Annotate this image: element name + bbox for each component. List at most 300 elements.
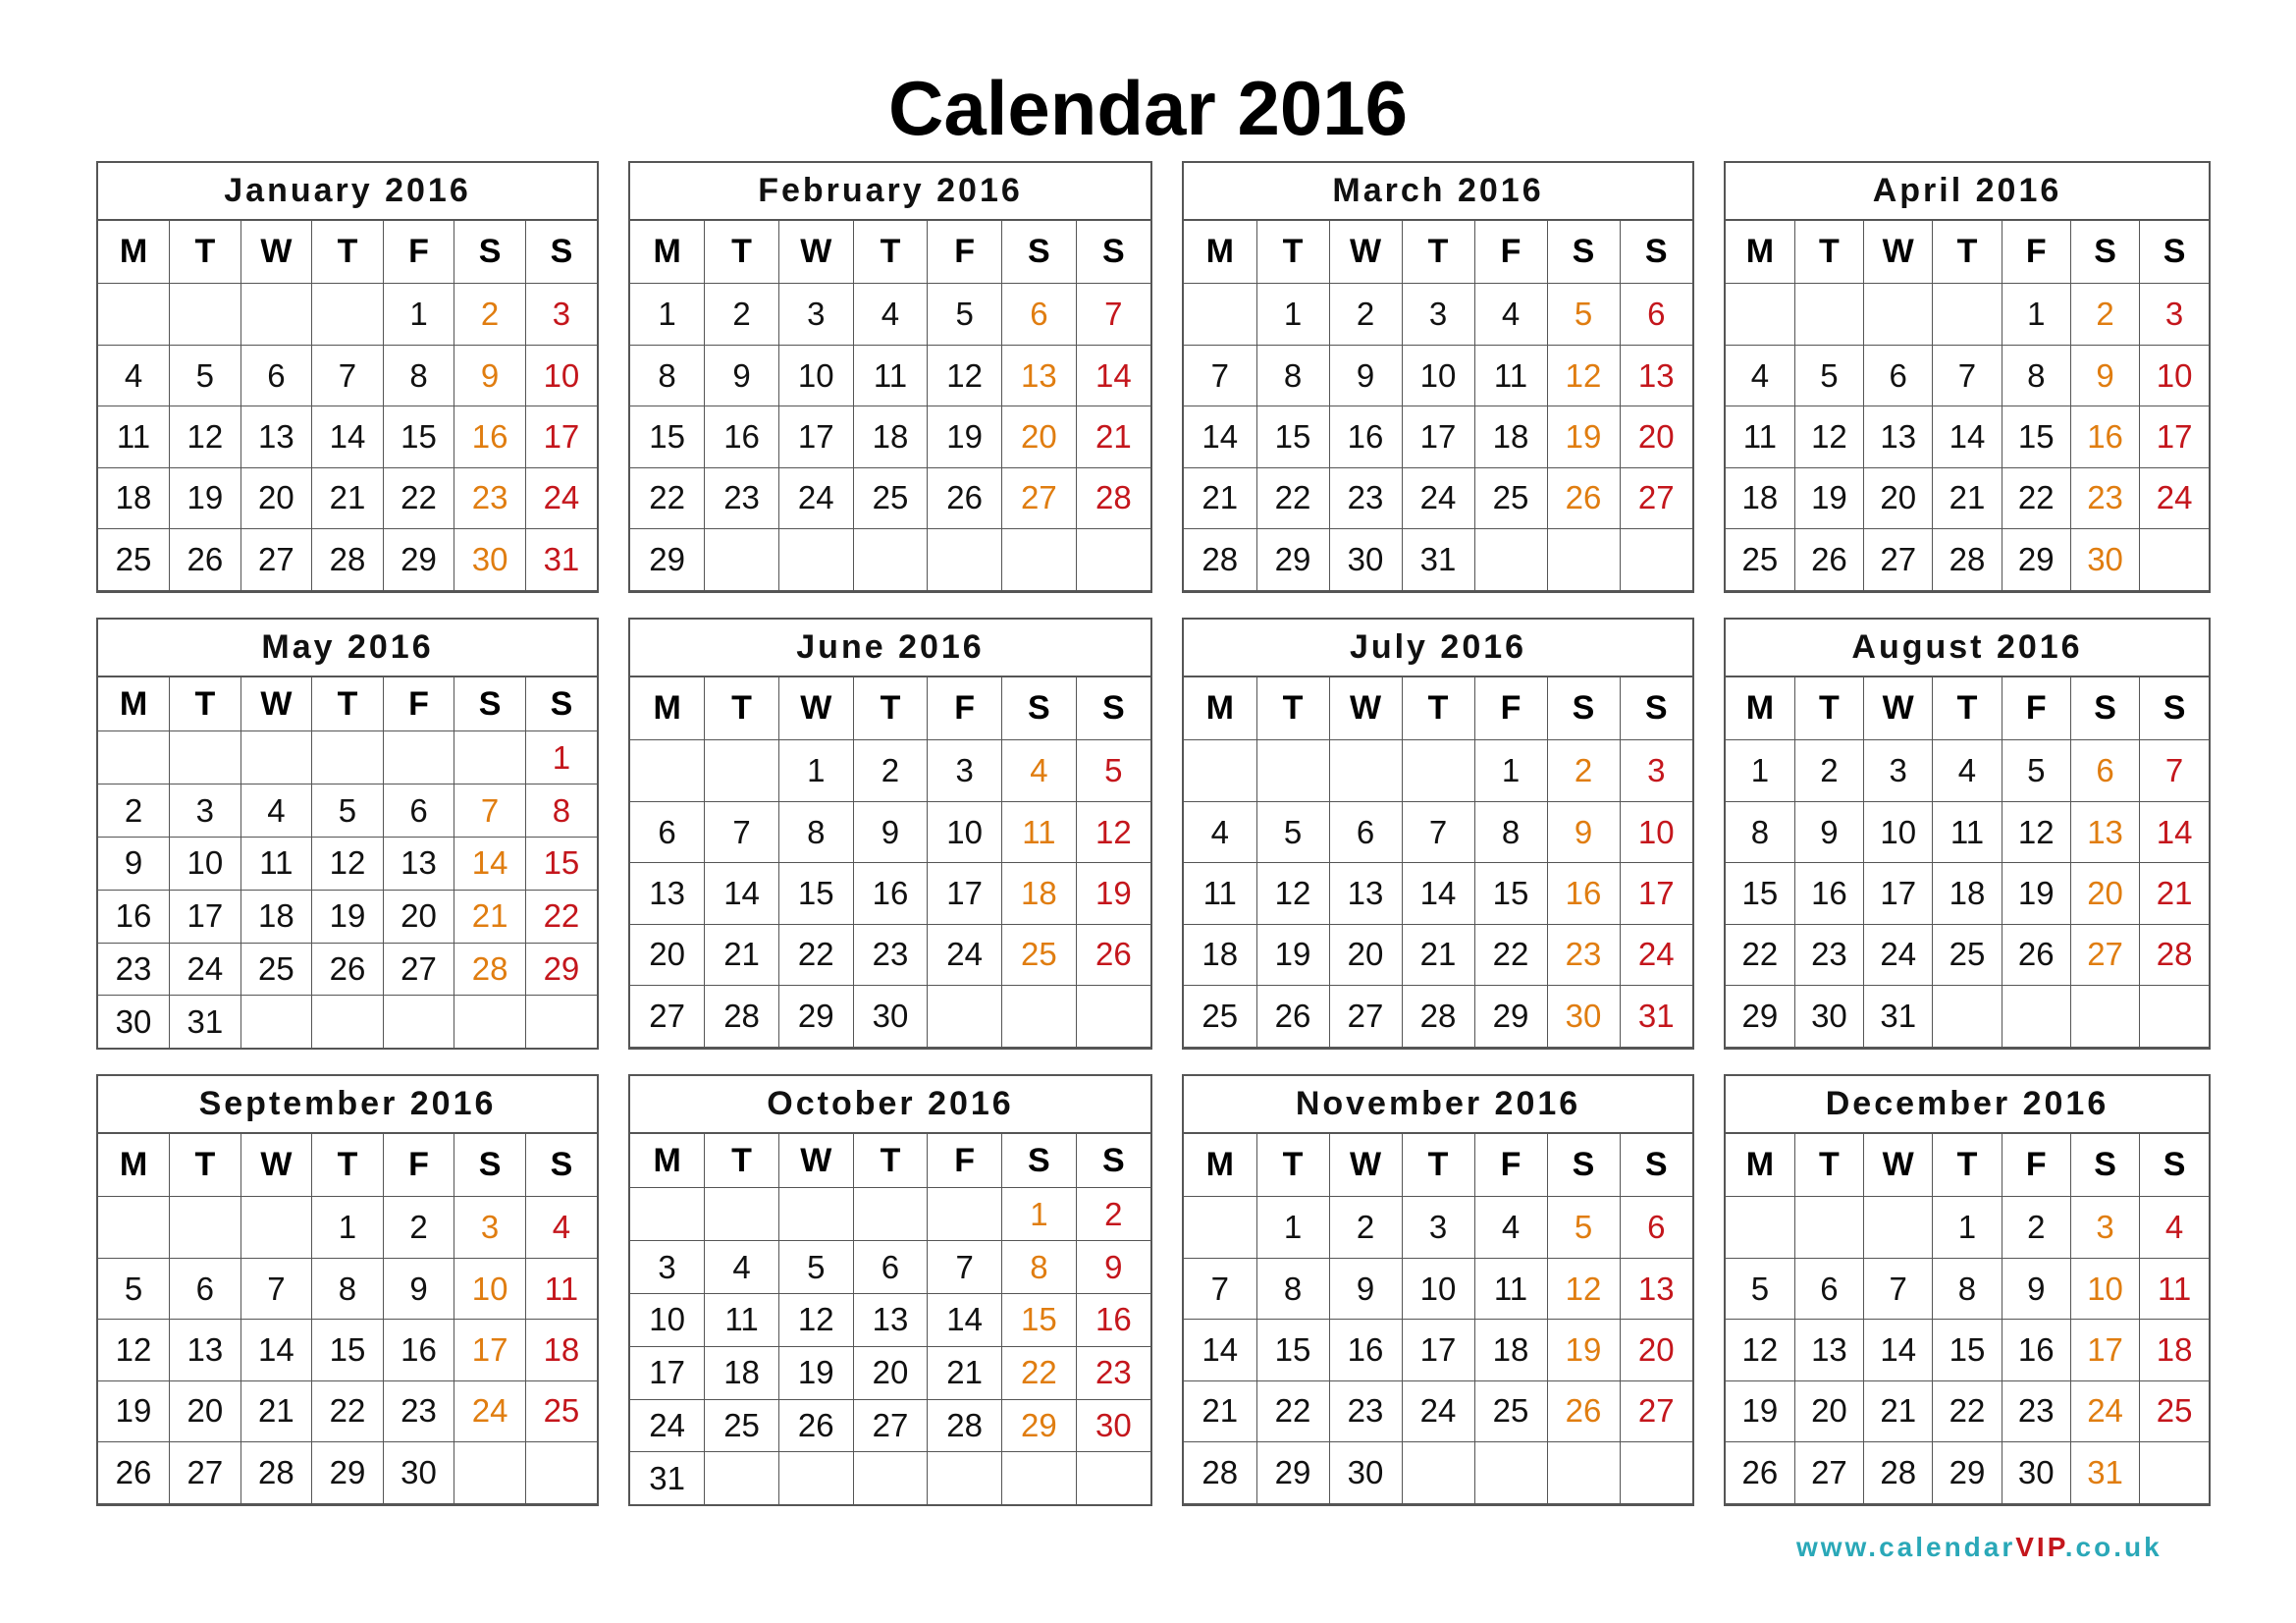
day-cell: 17: [1402, 406, 1474, 467]
day-cell: 3: [1402, 284, 1474, 345]
day-cell: 8: [383, 345, 454, 406]
day-cell: 10: [1402, 345, 1474, 406]
day-cell: 21: [1402, 924, 1474, 985]
day-cell: 31: [1864, 986, 1933, 1047]
day-cell: 6: [1864, 345, 1933, 406]
day-cell: 16: [383, 1320, 454, 1380]
day-cell: 9: [454, 345, 526, 406]
day-cell: 2: [383, 1197, 454, 1258]
day-cell: 26: [1076, 924, 1150, 985]
day-cell: 8: [1474, 801, 1547, 862]
week-row: [98, 467, 597, 528]
day-cell: 7: [1402, 801, 1474, 862]
weekday-header: S: [454, 676, 526, 731]
week-row: [630, 1241, 1150, 1294]
day-cell: 7: [1184, 1258, 1256, 1319]
day-cell: 3: [1620, 740, 1692, 801]
weekday-header: F: [1474, 676, 1547, 740]
weekday-header-row: [630, 676, 1150, 740]
day-cell: 25: [525, 1380, 597, 1441]
weekday-header: T: [853, 220, 928, 284]
day-cell: 19: [1547, 406, 1620, 467]
weekday-header: S: [1076, 220, 1150, 284]
weekday-header: T: [312, 676, 384, 731]
weekday-header: F: [2002, 220, 2070, 284]
day-cell: 14: [705, 863, 779, 924]
day-cell: [1002, 529, 1077, 590]
month-table: [630, 163, 1150, 591]
day-cell: [1726, 1503, 1794, 1504]
day-cell: 26: [312, 943, 384, 996]
week-row: [630, 986, 1150, 1047]
day-cell: 26: [778, 1399, 853, 1452]
day-cell: 15: [1256, 1320, 1329, 1380]
day-cell: 14: [1184, 1320, 1256, 1380]
day-cell: 29: [383, 529, 454, 590]
week-row: [98, 996, 597, 1048]
day-cell: 31: [170, 996, 241, 1048]
day-cell: 16: [705, 406, 779, 467]
week-row: [1184, 1320, 1692, 1380]
day-cell: 28: [1184, 529, 1256, 590]
weekday-header: T: [1402, 1133, 1474, 1197]
day-cell: [705, 740, 779, 801]
day-cell: 23: [1329, 1380, 1402, 1441]
weekday-header: M: [630, 676, 705, 740]
month-calendar: [1182, 161, 1694, 593]
day-cell: 18: [1184, 924, 1256, 985]
day-cell: [1864, 1047, 1933, 1048]
day-cell: 5: [1726, 1258, 1794, 1319]
weekday-header: S: [525, 1133, 597, 1197]
day-cell: 1: [778, 740, 853, 801]
week-row: [1726, 1442, 2209, 1503]
day-cell: [2070, 590, 2139, 591]
day-cell: 6: [853, 1241, 928, 1294]
day-cell: 24: [1402, 467, 1474, 528]
week-row: [1184, 801, 1692, 862]
day-cell: 6: [1794, 1258, 1863, 1319]
weekday-header: F: [383, 220, 454, 284]
day-cell: 26: [170, 529, 241, 590]
day-cell: 23: [853, 924, 928, 985]
week-row: [630, 1188, 1150, 1241]
week-row: [98, 1258, 597, 1319]
day-cell: [1474, 1047, 1547, 1048]
day-cell: [1002, 1452, 1077, 1504]
week-row: [1726, 1258, 2209, 1319]
weekday-header: W: [1864, 1133, 1933, 1197]
day-cell: 2: [1547, 740, 1620, 801]
day-cell: 8: [630, 345, 705, 406]
day-cell: 11: [2140, 1258, 2209, 1319]
month-calendar: [96, 161, 599, 593]
day-cell: 27: [853, 1399, 928, 1452]
day-cell: 30: [383, 1442, 454, 1503]
weekday-header: M: [1184, 676, 1256, 740]
day-cell: [383, 996, 454, 1048]
weekday-header: S: [1076, 676, 1150, 740]
day-cell: 5: [928, 284, 1002, 345]
day-cell: 23: [383, 1380, 454, 1441]
day-cell: 22: [630, 467, 705, 528]
day-cell: 28: [312, 529, 384, 590]
weekday-header: M: [98, 220, 170, 284]
day-cell: [383, 590, 454, 591]
day-cell: 17: [928, 863, 1002, 924]
month-name: January 2016: [98, 163, 597, 220]
day-cell: [2140, 1442, 2209, 1503]
day-cell: 31: [1620, 986, 1692, 1047]
day-cell: [778, 529, 853, 590]
week-row: [1726, 529, 2209, 590]
day-cell: 3: [1864, 740, 1933, 801]
weekday-header: S: [1002, 1133, 1077, 1188]
day-cell: 21: [1184, 1380, 1256, 1441]
day-cell: 3: [525, 284, 597, 345]
day-cell: 15: [525, 837, 597, 890]
day-cell: 7: [2140, 740, 2209, 801]
day-cell: 30: [1547, 986, 1620, 1047]
day-cell: 17: [630, 1346, 705, 1399]
day-cell: 21: [454, 890, 526, 943]
day-cell: 5: [1794, 345, 1863, 406]
day-cell: [1184, 1197, 1256, 1258]
day-cell: 25: [1474, 1380, 1547, 1441]
day-cell: [630, 590, 705, 591]
weekday-header: S: [1002, 676, 1077, 740]
day-cell: 20: [1329, 924, 1402, 985]
day-cell: 20: [1620, 1320, 1692, 1380]
day-cell: 28: [1864, 1442, 1933, 1503]
day-cell: [928, 1452, 1002, 1504]
day-cell: 15: [1474, 863, 1547, 924]
day-cell: [1002, 590, 1077, 591]
day-cell: [1547, 590, 1620, 591]
week-row: [1726, 863, 2209, 924]
day-cell: 18: [1002, 863, 1077, 924]
day-cell: 18: [1474, 406, 1547, 467]
day-cell: [1547, 529, 1620, 590]
day-cell: 5: [98, 1258, 170, 1319]
day-cell: 29: [630, 529, 705, 590]
day-cell: [1794, 590, 1863, 591]
day-cell: 16: [1329, 1320, 1402, 1380]
day-cell: 23: [1547, 924, 1620, 985]
day-cell: 4: [1726, 345, 1794, 406]
day-cell: 15: [312, 1320, 384, 1380]
day-cell: [1256, 740, 1329, 801]
day-cell: 10: [454, 1258, 526, 1319]
day-cell: [853, 529, 928, 590]
day-cell: 4: [240, 784, 312, 838]
day-cell: 29: [1256, 529, 1329, 590]
month-table: [1184, 620, 1692, 1048]
weekday-header-row: [1726, 676, 2209, 740]
day-cell: 1: [1256, 284, 1329, 345]
day-cell: 4: [705, 1241, 779, 1294]
day-cell: 18: [240, 890, 312, 943]
day-cell: 7: [1864, 1258, 1933, 1319]
day-cell: 3: [2070, 1197, 2139, 1258]
day-cell: 26: [1726, 1442, 1794, 1503]
day-cell: 2: [1076, 1188, 1150, 1241]
day-cell: 29: [1726, 986, 1794, 1047]
weekday-header: T: [705, 1133, 779, 1188]
weekday-header: T: [853, 1133, 928, 1188]
month-name: February 2016: [630, 163, 1150, 220]
day-cell: 6: [170, 1258, 241, 1319]
day-cell: 1: [1726, 740, 1794, 801]
day-cell: 14: [2140, 801, 2209, 862]
day-cell: 7: [240, 1258, 312, 1319]
day-cell: 24: [1402, 1380, 1474, 1441]
day-cell: 19: [1794, 467, 1863, 528]
day-cell: 6: [2070, 740, 2139, 801]
day-cell: 30: [1329, 529, 1402, 590]
day-cell: 19: [778, 1346, 853, 1399]
day-cell: 10: [778, 345, 853, 406]
day-cell: [1547, 1047, 1620, 1048]
week-row: [1726, 740, 2209, 801]
day-cell: [1547, 1503, 1620, 1504]
day-cell: 1: [525, 731, 597, 784]
weekday-header: S: [1076, 1133, 1150, 1188]
day-cell: 24: [2140, 467, 2209, 528]
day-cell: [1402, 1442, 1474, 1503]
day-cell: 13: [1620, 345, 1692, 406]
day-cell: 28: [705, 986, 779, 1047]
day-cell: 10: [630, 1293, 705, 1346]
day-cell: [1933, 590, 2002, 591]
day-cell: [312, 1503, 384, 1504]
day-cell: 20: [170, 1380, 241, 1441]
day-cell: 15: [630, 406, 705, 467]
day-cell: 19: [2002, 863, 2070, 924]
weekday-header-row: [98, 1133, 597, 1197]
day-cell: [705, 590, 779, 591]
weekday-header: S: [2140, 220, 2209, 284]
day-cell: 22: [1933, 1380, 2002, 1441]
day-cell: 3: [454, 1197, 526, 1258]
day-cell: 11: [240, 837, 312, 890]
day-cell: 15: [778, 863, 853, 924]
day-cell: [2070, 1503, 2139, 1504]
day-cell: 10: [2140, 345, 2209, 406]
day-cell: 15: [1933, 1320, 2002, 1380]
day-cell: 20: [383, 890, 454, 943]
day-cell: [1726, 590, 1794, 591]
day-cell: [928, 1047, 1002, 1048]
day-cell: 16: [98, 890, 170, 943]
month-name: May 2016: [98, 620, 597, 676]
month-table: [630, 1076, 1150, 1504]
day-cell: 8: [1726, 801, 1794, 862]
day-cell: 9: [2002, 1258, 2070, 1319]
week-row: [630, 1452, 1150, 1504]
day-cell: 21: [1864, 1380, 1933, 1441]
day-cell: 25: [98, 529, 170, 590]
day-cell: 3: [778, 284, 853, 345]
day-cell: [928, 986, 1002, 1047]
weekday-header: T: [1933, 220, 2002, 284]
weekday-header: S: [1002, 220, 1077, 284]
week-row: [98, 943, 597, 996]
day-cell: [170, 590, 241, 591]
day-cell: 29: [1256, 1442, 1329, 1503]
day-cell: [778, 1452, 853, 1504]
day-cell: 13: [1002, 345, 1077, 406]
day-cell: [1329, 1047, 1402, 1048]
day-cell: 12: [170, 406, 241, 467]
day-cell: [1474, 529, 1547, 590]
week-row: [630, 345, 1150, 406]
day-cell: 8: [778, 801, 853, 862]
day-cell: 15: [2002, 406, 2070, 467]
week-row: [1726, 467, 2209, 528]
day-cell: 2: [853, 740, 928, 801]
day-cell: [705, 1452, 779, 1504]
day-cell: 11: [1474, 1258, 1547, 1319]
day-cell: [1933, 986, 2002, 1047]
week-row: [98, 1503, 597, 1504]
week-row: [1184, 590, 1692, 591]
day-cell: [98, 284, 170, 345]
weekday-header-row: [1726, 1133, 2209, 1197]
day-cell: 13: [383, 837, 454, 890]
day-cell: 8: [312, 1258, 384, 1319]
day-cell: [1184, 590, 1256, 591]
day-cell: [1184, 1047, 1256, 1048]
weekday-header: S: [1547, 220, 1620, 284]
day-cell: [312, 996, 384, 1048]
day-cell: 10: [2070, 1258, 2139, 1319]
day-cell: 18: [853, 406, 928, 467]
weekday-header: F: [928, 1133, 1002, 1188]
day-cell: [1933, 1047, 2002, 1048]
weekday-header: T: [312, 1133, 384, 1197]
day-cell: [1184, 284, 1256, 345]
day-cell: [2002, 1503, 2070, 1504]
footer-suffix: .co.uk: [2064, 1532, 2163, 1562]
day-cell: [1794, 1047, 1863, 1048]
day-cell: [778, 1188, 853, 1241]
day-cell: 1: [630, 284, 705, 345]
day-cell: 21: [1184, 467, 1256, 528]
weekday-header: S: [525, 220, 597, 284]
footer-website[interactable]: [1796, 1532, 2163, 1563]
week-row: [630, 1346, 1150, 1399]
month-name: August 2016: [1726, 620, 2209, 676]
day-cell: 13: [170, 1320, 241, 1380]
week-row: [1726, 801, 2209, 862]
day-cell: 30: [853, 986, 928, 1047]
day-cell: [1547, 1442, 1620, 1503]
day-cell: 20: [240, 467, 312, 528]
week-row: [1726, 924, 2209, 985]
week-row: [1726, 1047, 2209, 1048]
week-row: [1726, 1320, 2209, 1380]
month-name: July 2016: [1184, 620, 1692, 676]
day-cell: 22: [312, 1380, 384, 1441]
month-calendar: [628, 1074, 1152, 1506]
weekday-header-row: [630, 220, 1150, 284]
day-cell: 13: [240, 406, 312, 467]
day-cell: [98, 1503, 170, 1504]
day-cell: [525, 590, 597, 591]
day-cell: 13: [1864, 406, 1933, 467]
month-calendar: [628, 161, 1152, 593]
week-row: [1726, 284, 2209, 345]
day-cell: 26: [1794, 529, 1863, 590]
day-cell: [1794, 1197, 1863, 1258]
day-cell: 5: [778, 1241, 853, 1294]
day-cell: 19: [312, 890, 384, 943]
weekday-header: M: [1726, 220, 1794, 284]
month-calendar: [96, 618, 599, 1050]
weekday-header: T: [1794, 220, 1863, 284]
weekday-header: W: [778, 1133, 853, 1188]
day-cell: 25: [240, 943, 312, 996]
day-cell: 12: [312, 837, 384, 890]
day-cell: 19: [170, 467, 241, 528]
day-cell: 25: [1474, 467, 1547, 528]
day-cell: [2002, 986, 2070, 1047]
day-cell: 21: [1933, 467, 2002, 528]
day-cell: 9: [705, 345, 779, 406]
weekday-header-row: [98, 676, 597, 731]
day-cell: 11: [1184, 863, 1256, 924]
day-cell: 13: [853, 1293, 928, 1346]
day-cell: [1474, 1503, 1547, 1504]
day-cell: 3: [630, 1241, 705, 1294]
weekday-header: M: [1184, 1133, 1256, 1197]
day-cell: [1076, 529, 1150, 590]
day-cell: [1726, 1197, 1794, 1258]
page-title: Calendar 2016: [888, 65, 1408, 151]
week-row: [1184, 529, 1692, 590]
day-cell: 27: [383, 943, 454, 996]
day-cell: 30: [1794, 986, 1863, 1047]
month-name: June 2016: [630, 620, 1150, 676]
day-cell: 23: [454, 467, 526, 528]
day-cell: 22: [383, 467, 454, 528]
day-cell: 17: [778, 406, 853, 467]
weekday-header: S: [2140, 676, 2209, 740]
weekday-header: T: [1933, 1133, 2002, 1197]
day-cell: [1076, 1452, 1150, 1504]
day-cell: [928, 529, 1002, 590]
week-row: [630, 740, 1150, 801]
day-cell: 24: [1620, 924, 1692, 985]
day-cell: 20: [1002, 406, 1077, 467]
day-cell: 1: [312, 1197, 384, 1258]
day-cell: [2140, 1047, 2209, 1048]
day-cell: 19: [98, 1380, 170, 1441]
day-cell: 1: [383, 284, 454, 345]
day-cell: 10: [928, 801, 1002, 862]
weekday-header: T: [170, 676, 241, 731]
day-cell: 25: [705, 1399, 779, 1452]
day-cell: 6: [383, 784, 454, 838]
weekday-header: T: [1402, 676, 1474, 740]
day-cell: [2002, 1047, 2070, 1048]
day-cell: [170, 731, 241, 784]
day-cell: 9: [1329, 1258, 1402, 1319]
week-row: [630, 1293, 1150, 1346]
week-row: [1726, 345, 2209, 406]
day-cell: 18: [705, 1346, 779, 1399]
